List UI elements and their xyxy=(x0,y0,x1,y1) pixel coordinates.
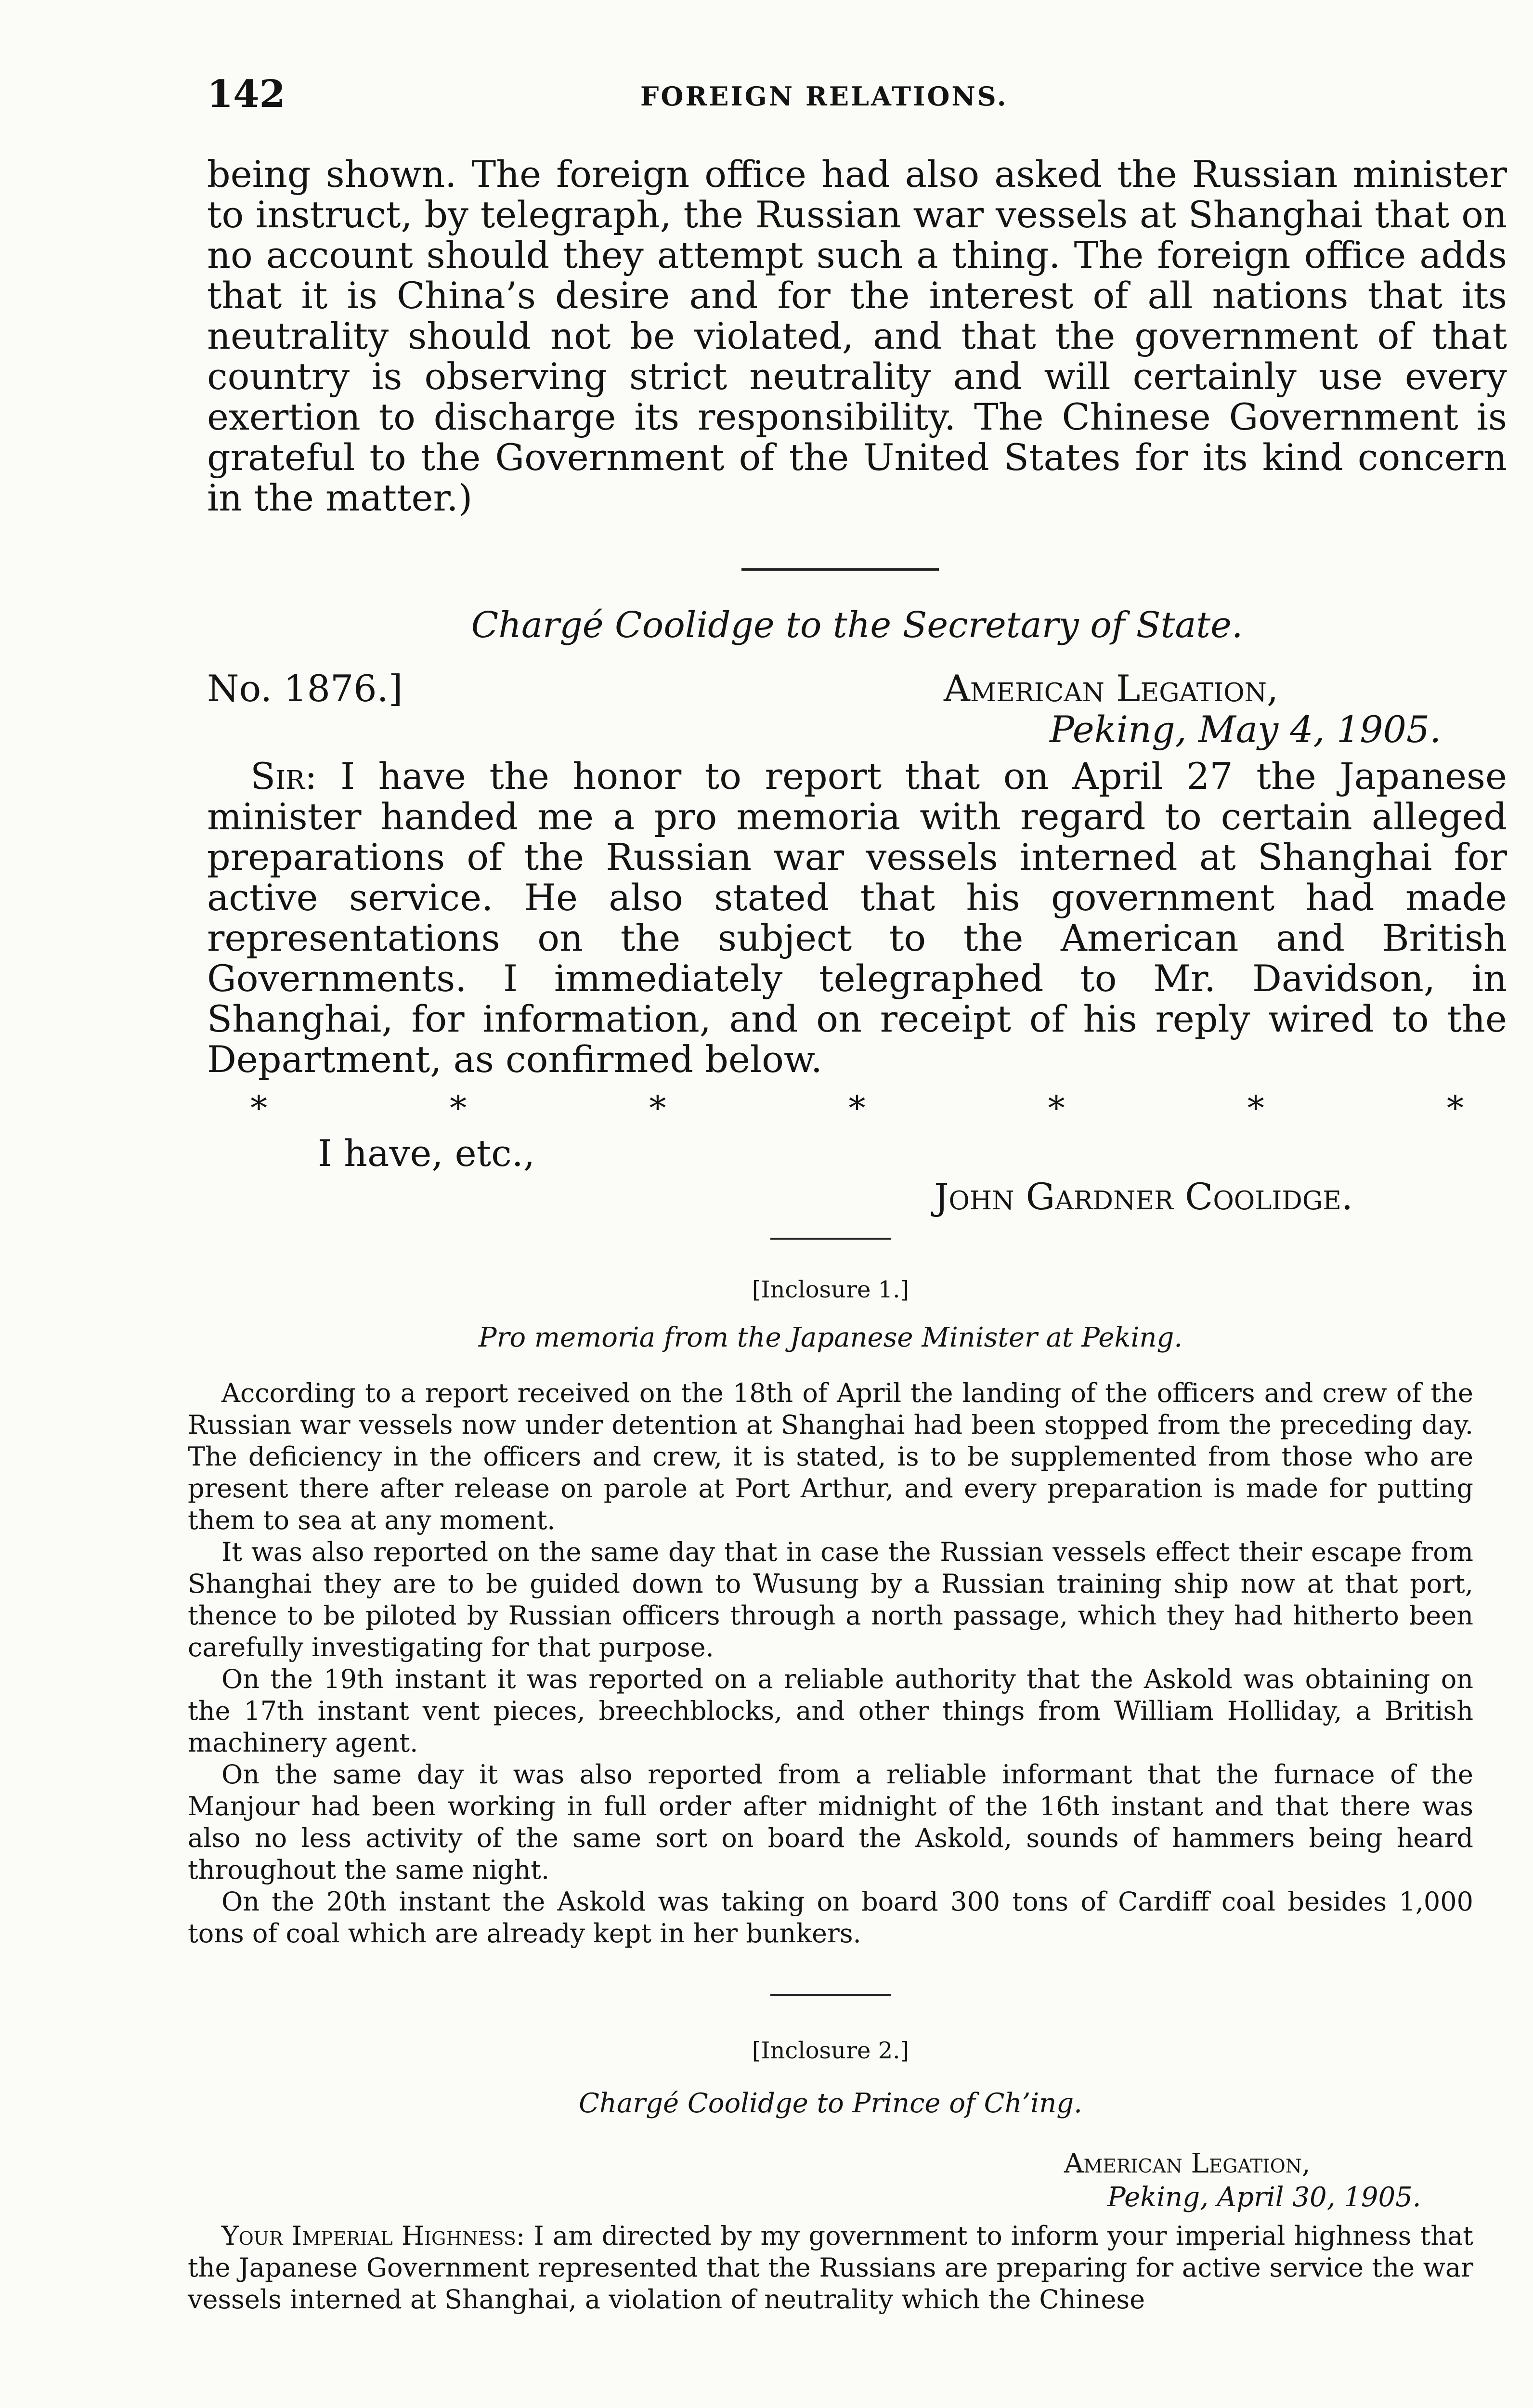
inclosure1-text xyxy=(188,1377,1473,1950)
inclosure2-body: I am directed by my government to inform your imperial highness that the Japanese Government represented that the Russians are preparing for active service the war vessels interned at Shanghai, a violation of neutrality which the Chinese xyxy=(188,2221,1473,2315)
inclosure1-paragraph: On the same day it was also reported from a reliable informant that the furnace of the Manjour had been working in full order after midnight of the 16th instant and that there was also no less activity of the same sort on board the Askold, sounds of hammers being heard throughout the same night. xyxy=(188,1759,1473,1885)
inclosure2-text xyxy=(188,2220,1473,2316)
continued-paragraph-block xyxy=(207,154,1507,518)
salutation: Your Imperial Highness: xyxy=(221,2221,525,2251)
inclosure1-paragraph: On the 20th instant the Askold was taking on board 300 tons of Cardiff coal besides 1,000 tons of coal which are already kept in her bunkers. xyxy=(188,1886,1473,1949)
letter-body xyxy=(207,756,1507,1080)
inclosure1-paragraph: According to a report received on the 18th of April the landing of the officers and crew of the Russian war vessels now under detention at Shanghai had been stopped from the preceding day. The deficiency in the officers and crew, it is stated, is to be supplemented from those who are present there after release on parole at Port Arthur, and every preparation is made for putting them to sea at any moment. xyxy=(188,1378,1473,1535)
inclosure1-paragraph: On the 19th instant it was reported on a reliable authority that the Askold was obtaining on the 17th instant vent pieces, breechblocks, and other things from William Holliday, a British machinery agent. xyxy=(188,1664,1473,1758)
running-head: FOREIGN RELATIONS. xyxy=(640,81,1008,112)
document-title: Chargé Coolidge to the Secretary of State. xyxy=(471,604,1243,646)
page-number: 142 xyxy=(207,72,286,116)
signature: John Gardner Coolidge. xyxy=(934,1175,1353,1218)
inclosure-label: [Inclosure 1.] xyxy=(752,1276,909,1303)
continued-paragraph: being shown. The foreign office had also asked the Russian minister to instruct, by telegraph, the Russian war vessels at Shanghai that on no account should they attempt such a thing. The foreign office adds that it is China’s desire and for the interest of all nations that its neutrality should not be violated, and that the government of that country is observing strict neutrality and will certainly use every exertion to discharge its responsibility. The Chinese Government is grateful to the Government of the United States for its kind concern in the matter.) xyxy=(207,153,1507,519)
star: * xyxy=(848,1088,866,1128)
inclosure1-paragraph: It was also reported on the same day that in case the Russian vessels effect their escape from Shanghai they are to be guided down to Wusung by a Russian training ship now at that port, thence to be piloted by Russian officers through a north passage, which they had hitherto been carefully investigating for that purpose. xyxy=(188,1537,1473,1662)
star: * xyxy=(1247,1088,1264,1128)
section-divider xyxy=(741,568,939,571)
inclosure-label: [Inclosure 2.] xyxy=(752,2037,909,2064)
star: * xyxy=(250,1088,267,1128)
inclosure-title: Pro memoria from the Japanese Minister at Peking. xyxy=(478,1322,1183,1353)
star: * xyxy=(1048,1088,1065,1128)
legation-heading: American Legation, xyxy=(1064,2148,1311,2179)
star: * xyxy=(649,1088,666,1128)
closing: I have, etc., xyxy=(318,1132,535,1175)
ellipsis-stars xyxy=(250,1088,1464,1128)
inclosure2-paragraph xyxy=(188,2220,1473,2316)
page-header xyxy=(207,72,1533,135)
inclosure-title: Chargé Coolidge to Prince of Ch’ing. xyxy=(579,2088,1082,2119)
section-divider xyxy=(770,1994,891,1996)
star: * xyxy=(450,1088,467,1128)
place-date: Peking, April 30, 1905. xyxy=(1107,2182,1421,2213)
legation-heading: American Legation, xyxy=(944,667,1279,710)
section-divider xyxy=(770,1238,891,1240)
letter-body-text: I have the honor to report that on April 27 the Japanese minister handed me a pro memoria with regard to certain alleged preparations of the Russian war vessels interned at Shanghai for active service. He also stated that his government had made representations on the subject to the American and British Governments. I immediately telegraphed to Mr. Davidson, in Shanghai, for information, and on receipt of his reply wired to the Department, as confirmed below. xyxy=(207,755,1507,1081)
letter-body-block xyxy=(207,756,1507,1080)
place-date: Peking, May 4, 1905. xyxy=(1050,708,1442,751)
dispatch-number: No. 1876.] xyxy=(207,667,403,710)
star: * xyxy=(1446,1088,1464,1128)
salutation: Sir: xyxy=(250,755,317,798)
